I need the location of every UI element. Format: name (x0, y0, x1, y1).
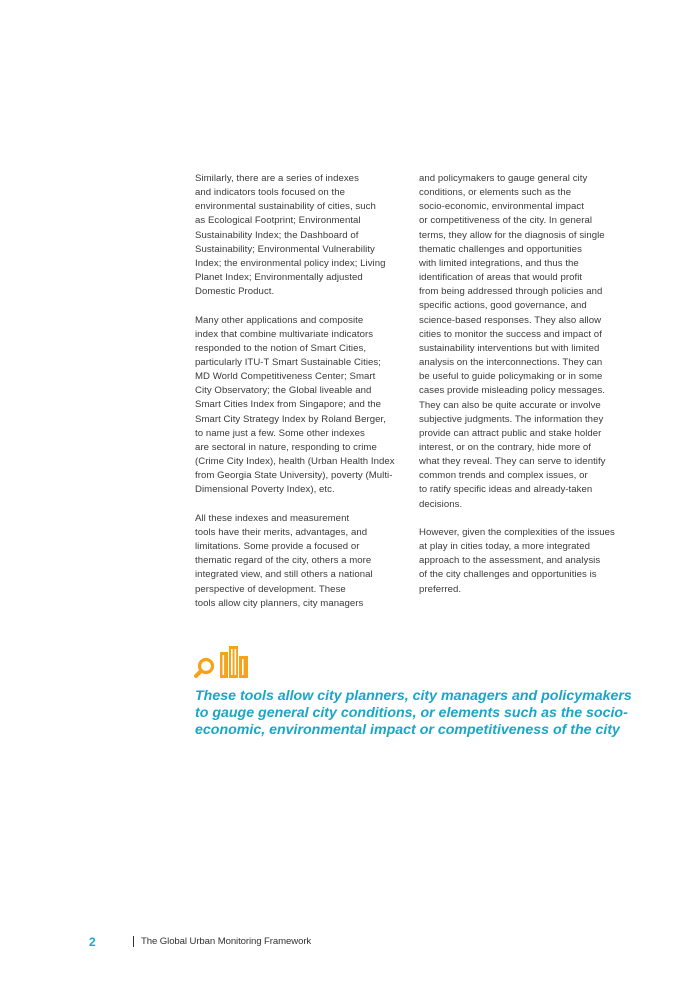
text-line: decisions. (419, 498, 463, 510)
text-line: thematic challenges and opportunities (419, 243, 582, 255)
text-line: Smart Cities Index from Singapore; and the (195, 399, 382, 411)
text-line: common trends and complex issues, or (419, 470, 588, 482)
paragraph-policymakers (419, 172, 644, 512)
text-line: Sustainability Index; the Dashboard of (195, 229, 359, 241)
text-line: All these indexes and measurement (195, 512, 350, 524)
text-line: integrated view, and still others a national (195, 569, 373, 581)
text-line: approach to the assessment, and analysis (419, 555, 601, 567)
text-line: are sectoral in nature, responding to crime (195, 441, 377, 453)
text-line: Planet Index; Environmentally adjusted (195, 272, 363, 284)
text-line: with limited integrations, and thus the (419, 257, 579, 269)
text-line: at play in cities today, a more integrated (419, 541, 590, 553)
text-line: of the city challenges and opportunities is (419, 569, 597, 581)
paragraph-gap (419, 512, 644, 526)
body-column-left (195, 172, 415, 611)
text-line: Smart City Strategy Index by Roland Berger, (195, 413, 386, 425)
text-line: from being addressed through policies and (419, 286, 603, 298)
text-line: or competitiveness of the city. In general (419, 215, 593, 227)
text-line: tools have their merits, advantages, and (195, 526, 368, 538)
paragraph-gap (195, 299, 415, 313)
paragraph-indexes (195, 172, 415, 299)
callout-line: to gauge general city conditions, or elements such as the socio- (195, 705, 628, 721)
text-line: Index; the environmental policy index; Living (195, 257, 386, 269)
text-line: and indicators tools focused on the (195, 187, 346, 199)
footer-divider (133, 936, 134, 947)
text-line: to name just a few. Some other indexes (195, 427, 365, 439)
text-line: from Georgia State University), poverty (Multi- (195, 470, 393, 482)
text-line: conditions, or elements such as the (419, 187, 572, 199)
text-line: Dimensional Poverty Index), etc. (195, 484, 335, 496)
text-line: subjective judgments. The information they (419, 413, 604, 425)
text-line: provide can attract public and stake holder (419, 427, 602, 439)
text-line: as Ecological Footprint; Environmental (195, 215, 361, 227)
callout-quote (195, 688, 665, 739)
text-line: specific actions, good governance, and (419, 300, 587, 312)
paragraph-smart-cities (195, 314, 415, 498)
body-column-right (419, 172, 644, 597)
callout-icon-svg (194, 644, 256, 680)
paragraph-gap (195, 498, 415, 512)
text-line: perspective of development. These (195, 583, 346, 595)
text-line: environmental sustainability of cities, such (195, 201, 376, 213)
text-line: identification of areas that would profit (419, 272, 583, 284)
text-line: analysis on the interconnections. They can (419, 357, 603, 369)
text-line: index that combine multivariate indicators (195, 328, 374, 340)
paragraph-however (419, 526, 644, 597)
text-line: limitations. Some provide a focused or (195, 541, 360, 553)
text-line: to ratify specific ideas and already-taken (419, 484, 593, 496)
text-line: cases provide misleading policy messages. (419, 385, 606, 397)
callout-line: economic, environmental impact or competitiveness of the city (195, 722, 620, 738)
text-line: and policymakers to gauge general city (419, 173, 588, 184)
text-line: Similarly, there are a series of indexes (195, 173, 359, 184)
text-line: City Observatory; the Global liveable and (195, 385, 372, 397)
magnifier-icon (196, 660, 213, 677)
text-line: MD World Competitiveness Center; Smart (195, 371, 376, 383)
text-line: They can also be quite accurate or involve (419, 399, 601, 411)
text-line: Many other applications and composite (195, 314, 364, 326)
callout-icons (194, 644, 256, 680)
text-line: cities to monitor the success and impact of (419, 328, 602, 340)
text-line: particularly ITU-T Smart Sustainable Cities; (195, 357, 381, 369)
page-number: 2 (89, 935, 96, 949)
text-line: science-based responses. They also allow (419, 314, 602, 326)
text-line: sustainability interventions but with limited (419, 342, 600, 354)
text-line: socio-economic, environmental impact (419, 201, 584, 213)
city-buildings-icon (220, 646, 248, 678)
text-line: what they reveal. They can serve to identify (419, 456, 606, 468)
text-line: (Crime City Index), health (Urban Health Index (195, 456, 395, 468)
text-line: responded to the notion of Smart Cities, (195, 342, 367, 354)
text-line: tools allow city planners, city managers (195, 597, 364, 609)
callout-line: These tools allow city planners, city managers and policymakers (195, 688, 632, 704)
text-line: Sustainability; Environmental Vulnerability (195, 243, 375, 255)
footer-title: The Global Urban Monitoring Framework (141, 936, 312, 947)
text-line: thematic regard of the city, others a more (195, 555, 372, 567)
text-line: interest, or on the contrary, hide more of (419, 441, 592, 453)
text-line: However, given the complexities of the issues (419, 526, 615, 538)
paragraph-merits (195, 512, 415, 611)
text-line: preferred. (419, 583, 462, 595)
text-line: be useful to guide policymaking or in some (419, 371, 603, 383)
text-line: terms, they allow for the diagnosis of single (419, 229, 605, 241)
text-line: Domestic Product. (195, 286, 275, 298)
